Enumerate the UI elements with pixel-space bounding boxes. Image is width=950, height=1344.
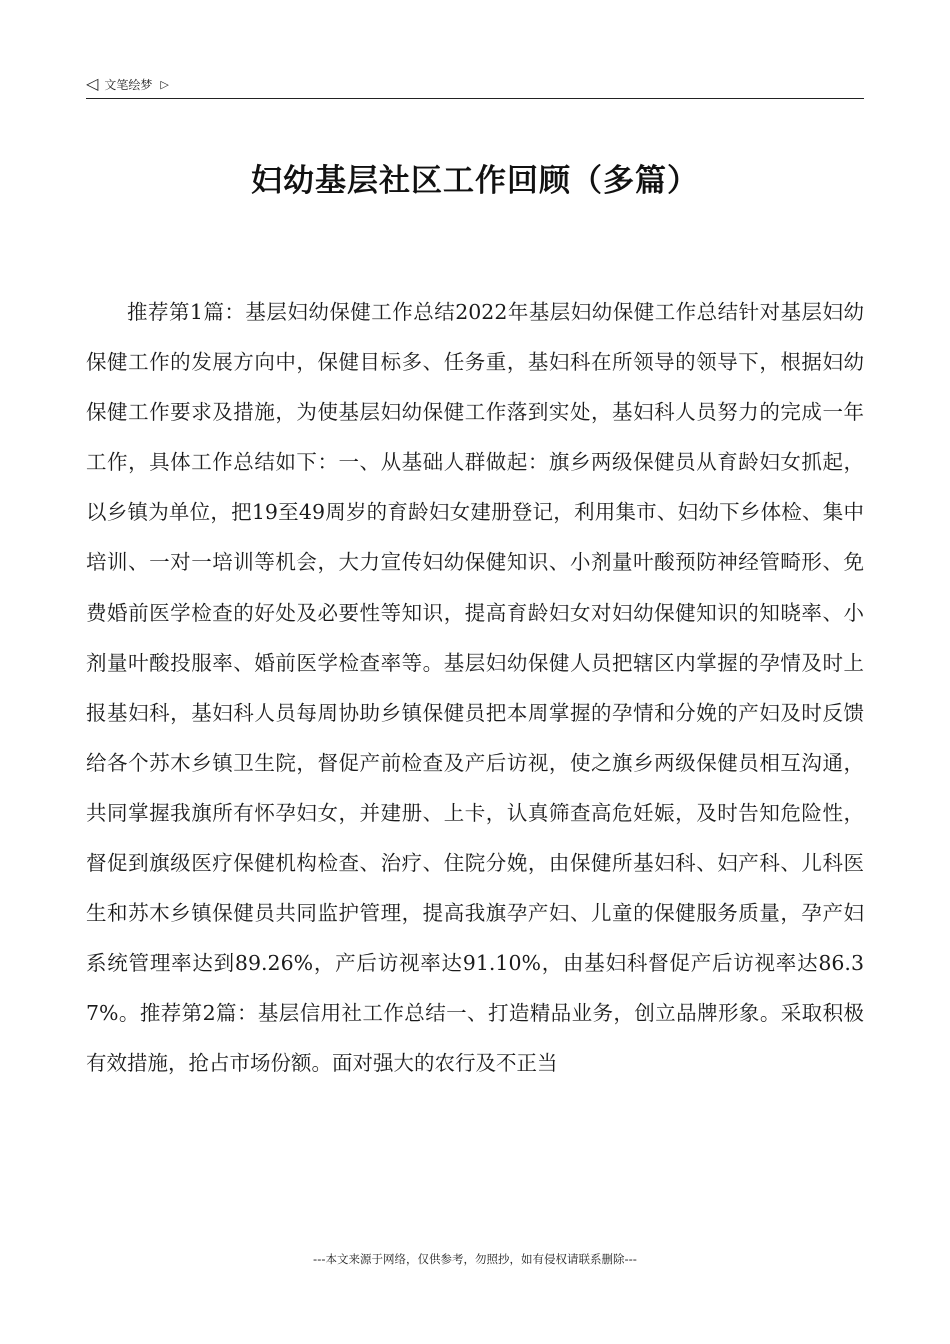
triangle-left-icon: ◁ xyxy=(86,74,99,93)
page-header xyxy=(86,70,864,99)
page-footer: ---本文来源于网络，仅供参考，勿照抄，如有侵权请联系删除--- xyxy=(313,1252,637,1266)
triangle-right-icon: ▷ xyxy=(160,77,169,91)
document-title: 妇幼基层社区工作回顾（多篇） xyxy=(251,163,699,199)
document-body: 推荐第1篇：基层妇幼保健工作总结2022年基层妇幼保健工作总结针对基层妇幼保健工作的发展方向中，保健目标多、任务重，基妇科在所领导的领导下，根据妇幼保健工作要求及措施，为使基层妇幼保健工作落到实处，基妇科人员努力的完成一年工作，具体工作总结如下：一、从基础人群做起：旗乡两级保健员从育龄妇女抓起，以乡镇为单位，把19至49周岁的育龄妇女建册登记，利用集市、妇幼下乡体检、集中培训、一对一培训等机会，大力宣传妇幼保健知识、小剂量叶酸预防神经管畸形、免费婚前医学检查的好处及必要性等知识，提高育龄妇女对妇幼保健知识的知晓率、小剂量叶酸投服率、婚前医学检查率等。基层妇幼保健人员把辖区内掌握的孕情及时上报基妇科，基妇科人员每周协助乡镇保健员把本周掌握的孕情和分娩的产妇及时反馈给各个苏木乡镇卫生院，督促产前检查及产后访视，使之旗乡两级保健员相互沟通，共同掌握我旗所有怀孕妇女，并建册、上卡，认真筛查高危妊娠，及时告知危险性，督促到旗级医疗保健机构检查、治疗、住院分娩，由保健所基妇科、妇产科、儿科医生和苏木乡镇保健员共同监护管理，提高我旗孕产妇、儿童的保健服务质量，孕产妇系统管理率达到89.26%，产后访视率达91.10%，由基妇科督促产后访视率达86.37%。推荐第2篇：基层信用社工作总结一、打造精品业务，创立品牌形象。采取积极有效措施，抢占市场份额。面对强大的农行及不正当 xyxy=(86,300,864,1076)
header-brand: 文笔绘梦 xyxy=(104,77,153,92)
